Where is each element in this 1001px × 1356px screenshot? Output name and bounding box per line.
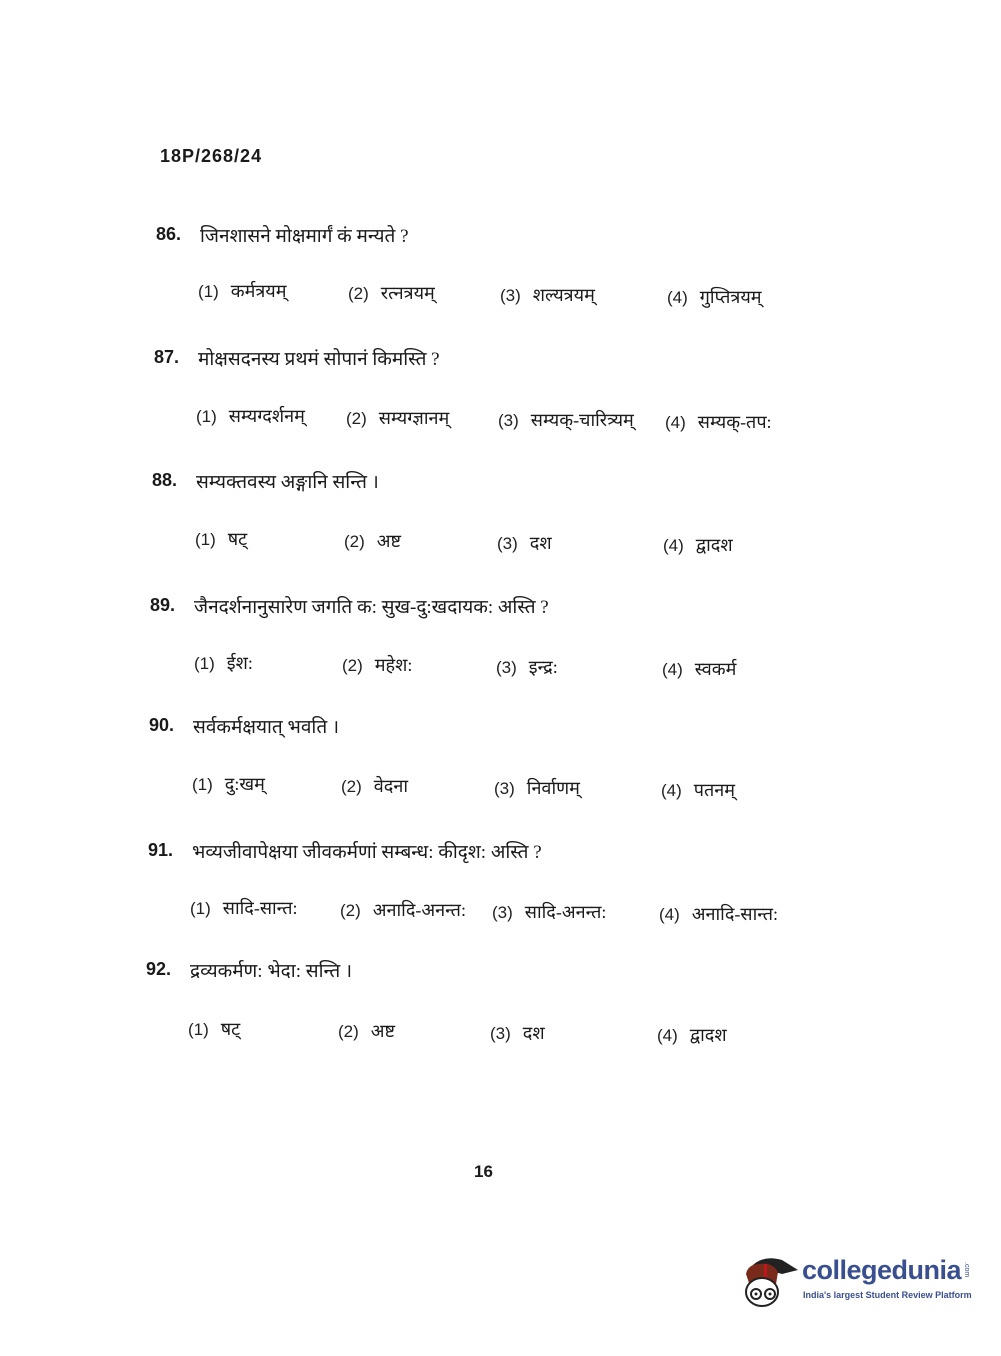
option-text: अष्ट bbox=[370, 1021, 396, 1041]
option-text: सादि-सान्त: bbox=[222, 898, 298, 918]
option-number: (4) bbox=[662, 660, 683, 679]
option-number: (4) bbox=[661, 781, 682, 800]
mascot-icon bbox=[742, 1250, 800, 1310]
question-number: 88. bbox=[152, 470, 178, 490]
option-3 bbox=[496, 655, 652, 679]
option-text: महेश: bbox=[374, 655, 413, 675]
option-4 bbox=[659, 902, 778, 926]
option-number: (4) bbox=[665, 413, 686, 432]
option-text: दश bbox=[529, 533, 552, 553]
option-text: शल्यत्रयम् bbox=[532, 285, 595, 305]
option-number: (4) bbox=[663, 536, 684, 555]
options-row bbox=[194, 651, 736, 681]
option-4 bbox=[662, 657, 736, 681]
question-text: सर्वकर्मक्षयात् भवति । bbox=[193, 717, 340, 738]
option-2 bbox=[348, 281, 490, 305]
option-number: (2) bbox=[340, 901, 361, 920]
option-number: (4) bbox=[667, 288, 688, 307]
option-text: सम्यग्दर्शनम् bbox=[228, 406, 305, 426]
option-1 bbox=[198, 279, 338, 303]
option-text: द्वादश bbox=[695, 535, 733, 555]
option-number: (3) bbox=[498, 411, 519, 430]
option-2 bbox=[341, 774, 484, 798]
option-text: इन्द्र: bbox=[528, 657, 558, 677]
option-number: (4) bbox=[659, 905, 680, 924]
option-4 bbox=[667, 285, 762, 309]
option-number: (2) bbox=[348, 284, 369, 303]
option-number: (3) bbox=[497, 534, 518, 553]
option-2 bbox=[342, 653, 486, 677]
option-number: (1) bbox=[198, 282, 219, 301]
option-2 bbox=[344, 529, 487, 553]
option-1 bbox=[194, 651, 332, 675]
option-text: अनादि-सान्त: bbox=[691, 904, 779, 924]
question-number: 86. bbox=[156, 224, 182, 244]
question-text: जैनदर्शनानुसारेण जगति क: सुख-दु:खदायक: अस्ति ? bbox=[194, 597, 549, 618]
options-row bbox=[190, 896, 778, 926]
option-number: (4) bbox=[657, 1026, 678, 1045]
option-1 bbox=[192, 772, 331, 796]
option-text: षट् bbox=[220, 1019, 241, 1039]
question-number: 91. bbox=[148, 840, 174, 860]
option-number: (2) bbox=[342, 656, 363, 675]
option-1 bbox=[196, 404, 336, 428]
option-text: पतनम् bbox=[693, 780, 736, 800]
option-1 bbox=[188, 1017, 328, 1041]
question-text: मोक्षसदनस्य प्रथमं सोपानं किमस्ति ? bbox=[198, 349, 440, 370]
option-4 bbox=[657, 1023, 727, 1047]
option-number: (1) bbox=[192, 775, 213, 794]
option-text: निर्वाणम् bbox=[526, 778, 580, 798]
paper-code: 18P/268/24 bbox=[160, 146, 263, 166]
option-4 bbox=[665, 410, 772, 434]
options-row bbox=[198, 279, 762, 309]
question-number: 90. bbox=[149, 715, 175, 735]
option-text: कर्मत्रयम् bbox=[230, 281, 287, 301]
option-1 bbox=[190, 896, 330, 920]
option-text: रत्नत्रयम् bbox=[380, 283, 435, 303]
option-text: अष्ट bbox=[376, 531, 402, 551]
option-1 bbox=[195, 527, 334, 551]
option-number: (2) bbox=[338, 1022, 359, 1041]
question-text: द्रव्यकर्मण: भेदा: सन्ति । bbox=[190, 961, 353, 982]
option-text: सम्यग्ज्ञानम् bbox=[378, 408, 450, 428]
option-text: अनादि-अनन्त: bbox=[372, 900, 466, 920]
option-text: वेदना bbox=[373, 776, 408, 796]
option-number: (3) bbox=[492, 903, 513, 922]
option-4 bbox=[663, 533, 733, 557]
options-row bbox=[192, 772, 735, 802]
question-number: 87. bbox=[154, 347, 180, 367]
option-number: (2) bbox=[346, 409, 367, 428]
option-2 bbox=[338, 1019, 480, 1043]
option-number: (1) bbox=[196, 407, 217, 426]
page-number: 16 bbox=[474, 1162, 493, 1181]
option-3 bbox=[490, 1021, 647, 1045]
option-text: सम्यक्-तप: bbox=[697, 412, 772, 432]
logo-tagline: India's largest Student Review Platform bbox=[803, 1290, 972, 1300]
options-row bbox=[188, 1017, 727, 1047]
option-text: दश bbox=[522, 1023, 545, 1043]
option-text: षट् bbox=[227, 529, 248, 549]
options-row bbox=[195, 527, 733, 557]
option-4 bbox=[661, 778, 735, 802]
option-text: सम्यक्-चारित्र्यम् bbox=[530, 410, 634, 430]
option-2 bbox=[346, 406, 488, 430]
option-2 bbox=[340, 898, 482, 922]
option-text: ईश: bbox=[226, 653, 253, 673]
option-3 bbox=[492, 900, 649, 924]
options-row bbox=[196, 404, 772, 434]
option-3 bbox=[494, 776, 651, 800]
question-number: 92. bbox=[146, 959, 172, 979]
logo-brand: collegedunia bbox=[802, 1255, 962, 1285]
option-text: स्वकर्म bbox=[694, 659, 737, 679]
logo-suffix: .com bbox=[963, 1262, 971, 1278]
option-text: दु:खम् bbox=[224, 774, 265, 794]
option-text: द्वादश bbox=[689, 1025, 727, 1045]
option-number: (3) bbox=[496, 658, 517, 677]
collegedunia-logo bbox=[742, 1250, 997, 1310]
question-text: सम्यक्तवस्य अङ्गानि सन्ति । bbox=[196, 472, 379, 493]
option-3 bbox=[497, 531, 653, 555]
question-text: भव्यजीवापेक्षया जीवकर्मणां सम्बन्ध: कीदृश: अस्ति ? bbox=[192, 842, 542, 863]
option-number: (1) bbox=[194, 654, 215, 673]
logo-wordmark bbox=[802, 1254, 970, 1286]
option-number: (1) bbox=[190, 899, 211, 918]
option-number: (3) bbox=[500, 286, 521, 305]
option-3 bbox=[500, 283, 657, 307]
option-3 bbox=[498, 408, 655, 432]
option-text: सादि-अनन्त: bbox=[524, 902, 607, 922]
option-number: (2) bbox=[341, 777, 362, 796]
option-number: (1) bbox=[195, 530, 216, 549]
option-number: (3) bbox=[494, 779, 515, 798]
option-number: (3) bbox=[490, 1024, 511, 1043]
option-number: (2) bbox=[344, 532, 365, 551]
option-number: (1) bbox=[188, 1020, 209, 1039]
option-text: गुप्तित्रयम् bbox=[699, 287, 762, 307]
question-text: जिनशासने मोक्षमार्गं कं मन्यते ? bbox=[200, 226, 409, 247]
question-number: 89. bbox=[150, 595, 176, 615]
